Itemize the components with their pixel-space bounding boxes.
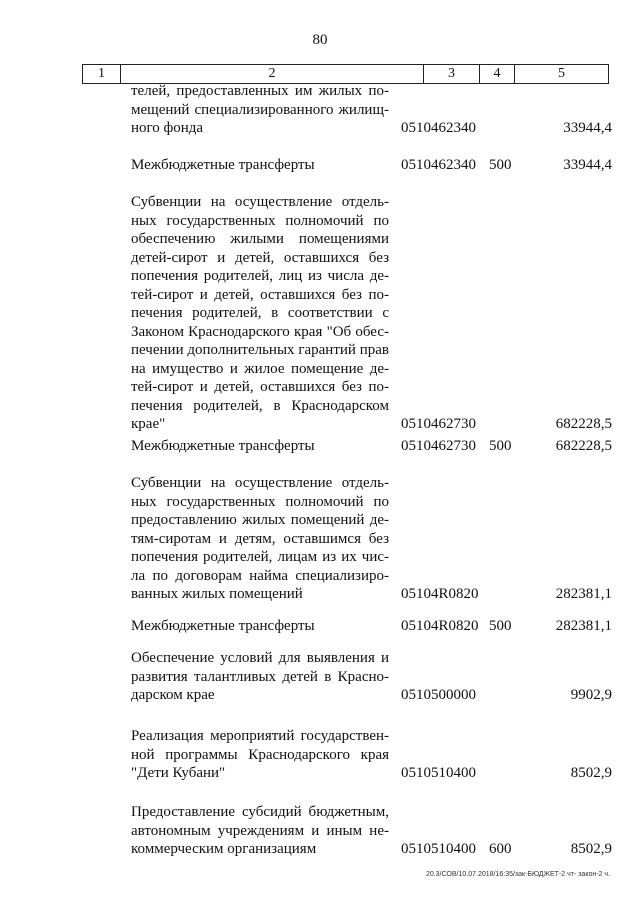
description-line: на имущество и жилое помещение де-: [131, 360, 389, 377]
expense-type: 500: [489, 157, 512, 173]
description-line: "Дети Кубани": [131, 765, 226, 781]
row-description: [131, 474, 389, 604]
description-line: тям-сиротам и детям, оставшимся без: [131, 530, 389, 547]
description-line: тей-сирот и детей, оставшихся без по-: [131, 286, 389, 303]
description-line: развития талантливых детей в Красно-: [131, 668, 389, 685]
description-line: печения родителей, в Краснодарском: [131, 397, 389, 414]
description-line: мещений специализированного жилищ-: [131, 101, 389, 118]
description-line: Субвенции на осуществление отдель-: [131, 194, 389, 210]
description-line: печении дополнительных гарантий прав: [131, 342, 389, 358]
table-header: [82, 64, 609, 84]
description-line: ванных жилых помещений: [131, 586, 303, 602]
description-line: Предоставление субсидий бюджетным,: [131, 804, 389, 820]
header-col-3: 3: [448, 66, 455, 81]
row-description: [131, 727, 389, 783]
header-col-4: 4: [493, 66, 501, 81]
description-line: предоставлению жилых помещений де-: [131, 512, 389, 528]
description-line: автономным учреждениям и иным не-: [131, 822, 389, 839]
description-line: Межбюджетные трансферты: [131, 438, 315, 454]
row-description: [131, 649, 389, 705]
description-line: телей, предоставленных им жилых по-: [131, 83, 389, 99]
description-line: детей-сирот и детей, оставшихся без: [131, 249, 389, 266]
description-line: ных государственных полномочий по: [131, 212, 389, 229]
description-line: крае": [131, 416, 166, 432]
amount: 282381,1: [555, 618, 612, 634]
expense-type: 500: [489, 618, 512, 634]
target-code: 0510462340: [401, 120, 476, 136]
header-col-2: 2: [268, 66, 276, 81]
row-description: [131, 156, 389, 175]
header-col-5: 5: [558, 66, 565, 81]
description-line: попечения родителей, лицам из их чис-: [131, 549, 389, 565]
target-code: 0510500000: [401, 687, 476, 703]
row-description: [131, 803, 389, 859]
description-line: ла по договорам найма специализиро-: [131, 567, 389, 584]
amount: 9902,9: [570, 687, 612, 703]
description-line: Законом Краснодарского края "Об обес-: [131, 323, 389, 340]
target-code: 0510462340: [401, 157, 476, 173]
row-description: [131, 617, 389, 636]
target-code: 0510510400: [401, 765, 476, 781]
page-number: 80: [312, 32, 328, 48]
amount: 282381,1: [555, 586, 612, 602]
description-line: ных государственных полномочий по: [131, 493, 389, 510]
target-code: 05104R0820: [401, 618, 479, 634]
description-line: тей-сирот и детей, оставшихся без по-: [131, 379, 389, 395]
description-line: Субвенции на осуществление отдель-: [131, 475, 389, 491]
amount: 8502,9: [570, 841, 612, 857]
description-line: дарском крае: [131, 687, 215, 703]
expense-type: 600: [489, 841, 512, 857]
description-line: Обеспечение условий для выявления и: [131, 650, 389, 666]
expense-type: 500: [489, 438, 512, 454]
description-line: Межбюджетные трансферты: [131, 157, 315, 173]
description-line: ной программы Краснодарского края: [131, 746, 389, 763]
footer-note: 20.3/СОВ/10.07.2018/16:35/зак-БЮДЖЕТ-2 чт- закон-2 ч.: [425, 871, 610, 878]
row-description: [131, 193, 389, 434]
description-line: Межбюджетные трансферты: [131, 618, 315, 634]
amount: 682228,5: [555, 416, 612, 432]
header-col-1: 1: [98, 66, 105, 81]
target-code: 05104R0820: [401, 586, 479, 602]
amount: 682228,5: [555, 438, 612, 454]
description-line: ного фонда: [131, 120, 204, 136]
row-description: [131, 82, 389, 138]
target-code: 0510462730: [401, 416, 476, 432]
description-line: Реализация мероприятий государствен-: [131, 728, 389, 744]
amount: 33944,4: [563, 157, 612, 173]
description-line: обеспечению жилыми помещениями: [131, 231, 389, 247]
amount: 8502,9: [570, 765, 612, 781]
target-code: 0510462730: [401, 438, 476, 454]
description-line: коммерческим организациям: [131, 841, 317, 857]
description-line: попечения родителей, лиц из числа де-: [131, 268, 389, 284]
target-code: 0510510400: [401, 841, 476, 857]
description-line: печения родителей, в соответствии с: [131, 305, 389, 321]
amount: 33944,4: [563, 120, 612, 136]
row-description: [131, 437, 389, 456]
